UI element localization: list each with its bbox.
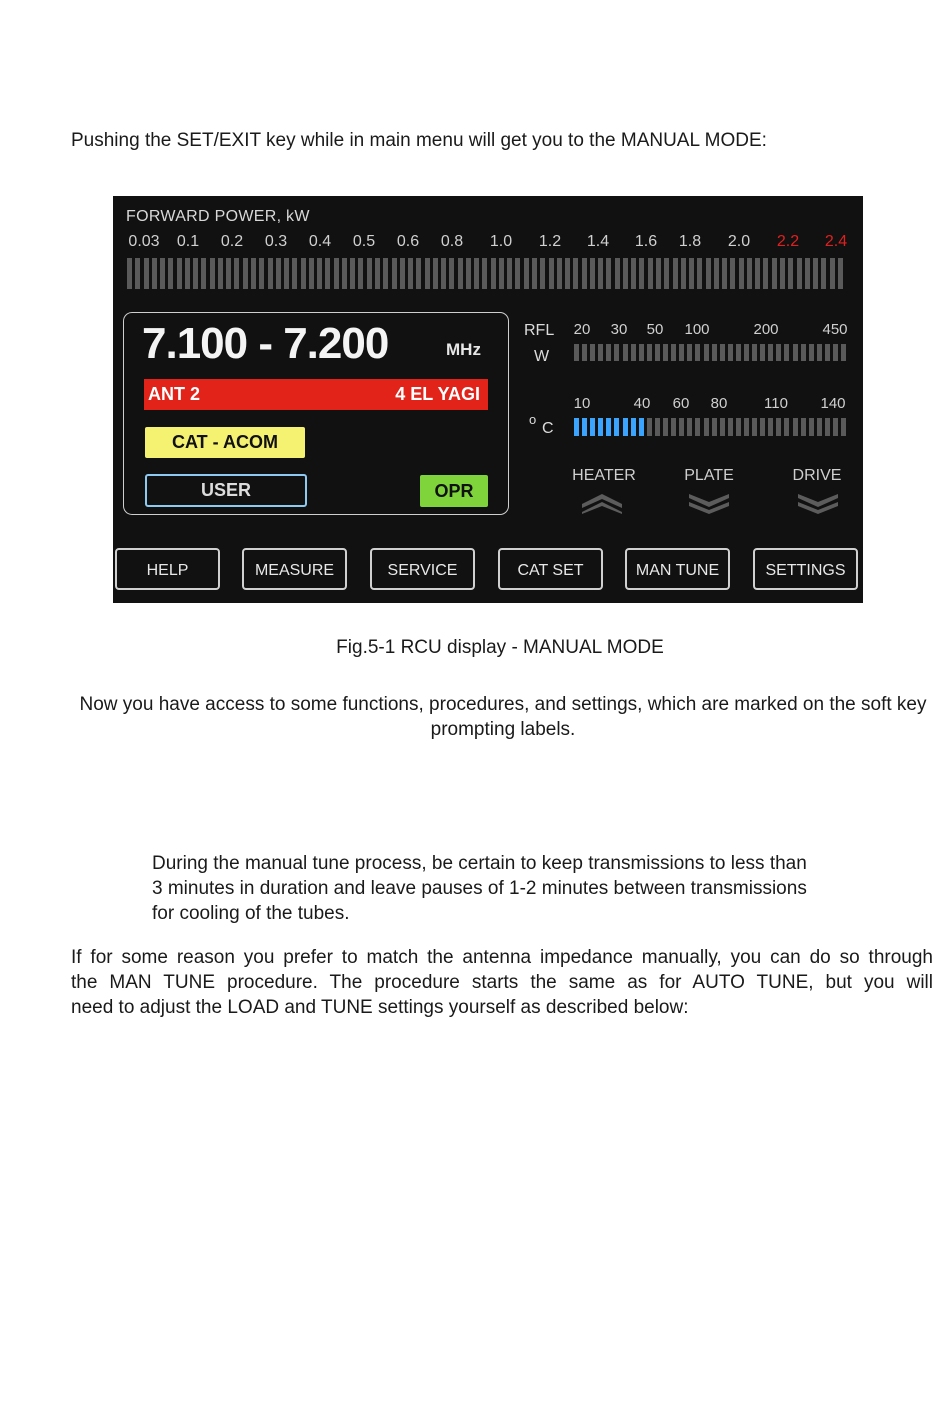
chevron-down-icon[interactable] (689, 492, 729, 514)
reflected-power-bar (574, 344, 849, 361)
man-tune-line: need to adjust the LOAD and TUNE settings yourself as described below: (71, 997, 689, 1018)
forward-power-segment (524, 258, 529, 289)
reflected-power-segment (736, 344, 741, 361)
drive-label: DRIVE (792, 467, 842, 484)
temperature-segment (760, 418, 765, 436)
forward-power-segment (243, 258, 248, 289)
forward-power-segment (367, 258, 372, 289)
forward-power-segment (681, 258, 686, 289)
temperature-segment (752, 418, 757, 436)
forward-power-segment (210, 258, 215, 289)
forward-power-segment (631, 258, 636, 289)
cat-set-softkey[interactable]: CAT SET (498, 548, 603, 590)
forward-power-segment (400, 258, 405, 289)
reflected-power-segment (695, 344, 700, 361)
forward-power-segment (234, 258, 239, 289)
forward-power-segment (515, 258, 520, 289)
forward-power-segment (317, 258, 322, 289)
temperature-segment (841, 418, 846, 436)
forward-power-segment (350, 258, 355, 289)
antenna-description: 4 EL YAGI (395, 384, 480, 404)
forward-power-segment (375, 258, 380, 289)
reflected-power-segment (728, 344, 733, 361)
man-tune-line: If for some reason you prefer to match the antenna impedance manually, you can do so through (71, 947, 933, 968)
forward-power-segment (301, 258, 306, 289)
forward-power-segment (177, 258, 182, 289)
temperature-segment (776, 418, 781, 436)
forward-power-segment (763, 258, 768, 289)
reflected-power-segment (793, 344, 798, 361)
forward-power-segment (226, 258, 231, 289)
forward-power-segment (573, 258, 578, 289)
reflected-power-tick-label: 200 (753, 321, 779, 338)
forward-power-segment (135, 258, 140, 289)
main-status-panel (123, 312, 509, 515)
forward-power-segment (499, 258, 504, 289)
reflected-power-segment (768, 344, 773, 361)
forward-power-segment (416, 258, 421, 289)
temperature-segment (704, 418, 709, 436)
reflected-power-segment (623, 344, 628, 361)
reflected-power-segment (639, 344, 644, 361)
antenna-bar (144, 379, 488, 410)
reflected-power-tick-label: 100 (684, 321, 710, 338)
frequency-unit: MHz (446, 340, 481, 359)
measure-softkey[interactable]: MEASURE (242, 548, 347, 590)
temperature-tick-label: 80 (710, 395, 728, 412)
forward-power-segment (706, 258, 711, 289)
reflected-power-segment (720, 344, 725, 361)
forward-power-segment (441, 258, 446, 289)
forward-power-segment (813, 258, 818, 289)
reflected-power-segment (574, 344, 579, 361)
forward-power-segment (466, 258, 471, 289)
forward-power-tick-label: 1.0 (489, 233, 513, 250)
forward-power-segment (830, 258, 835, 289)
forward-power-segment (664, 258, 669, 289)
forward-power-tick-label: 2.4 (824, 233, 848, 250)
reflected-power-segment (776, 344, 781, 361)
forward-power-segment (458, 258, 463, 289)
reflected-power-segment (801, 344, 806, 361)
forward-power-segment (284, 258, 289, 289)
forward-power-segment (590, 258, 595, 289)
forward-power-segment (656, 258, 661, 289)
forward-power-tick-label: 1.4 (586, 233, 610, 250)
settings-softkey[interactable]: SETTINGS (753, 548, 858, 590)
forward-power-segment (309, 258, 314, 289)
figure-caption: Fig.5-1 RCU display - MANUAL MODE (336, 637, 664, 658)
temperature-segment (768, 418, 773, 436)
chevron-down-icon[interactable] (798, 492, 838, 514)
forward-power-segment (292, 258, 297, 289)
forward-power-segment (160, 258, 165, 289)
reflected-power-segment (760, 344, 765, 361)
reflected-power-tick-label: 450 (822, 321, 848, 338)
forward-power-title: FORWARD POWER, kW (126, 208, 310, 225)
temperature-segment (793, 418, 798, 436)
forward-power-segment (334, 258, 339, 289)
temperature-segment (623, 418, 628, 436)
temperature-segment (712, 418, 717, 436)
temperature-tick-label: 110 (764, 395, 788, 412)
forward-power-segment (392, 258, 397, 289)
temperature-segment (574, 418, 579, 436)
forward-power-segment (251, 258, 256, 289)
temperature-segment (590, 418, 595, 436)
forward-power-segment (697, 258, 702, 289)
temperature-segment (736, 418, 741, 436)
forward-power-tick-label: 0.03 (128, 233, 160, 250)
forward-power-segment (549, 258, 554, 289)
forward-power-segment (358, 258, 363, 289)
warning-line: During the manual tune process, be certain to keep transmissions to less than (152, 853, 807, 874)
reflected-power-segment (841, 344, 846, 361)
reflected-power-segment (655, 344, 660, 361)
forward-power-segment (532, 258, 537, 289)
temperature-segment (614, 418, 619, 436)
man-tune-line: the MAN TUNE procedure. The procedure starts the same as for AUTO TUNE, but you will (71, 972, 933, 993)
temperature-segment (679, 418, 684, 436)
temperature-tick-label: 140 (820, 395, 846, 412)
forward-power-segment (772, 258, 777, 289)
warning-paragraph (152, 851, 872, 926)
man-tune-softkey[interactable]: MAN TUNE (625, 548, 730, 590)
forward-power-tick-label: 0.2 (220, 233, 244, 250)
forward-power-segment (193, 258, 198, 289)
reflected-power-unit: W (534, 348, 550, 365)
forward-power-segment (127, 258, 132, 289)
forward-power-tick-label: 0.8 (440, 233, 464, 250)
intro-paragraph: Pushing the SET/EXIT key while in main menu will get you to the MANUAL MODE: (71, 130, 767, 151)
help-softkey[interactable]: HELP (115, 548, 220, 590)
reflected-power-segment (712, 344, 717, 361)
temperature-segment (784, 418, 789, 436)
temperature-segment (801, 418, 806, 436)
reflected-power-segment (817, 344, 822, 361)
reflected-power-segment (598, 344, 603, 361)
reflected-power-tick-label: 20 (573, 321, 591, 338)
forward-power-segment (144, 258, 149, 289)
reflected-power-segment (647, 344, 652, 361)
forward-power-segment (540, 258, 545, 289)
forward-power-tick-label: 1.8 (678, 233, 702, 250)
forward-power-segment (565, 258, 570, 289)
forward-power-tick-label: 1.6 (634, 233, 658, 250)
man-tune-paragraph (71, 945, 933, 1020)
forward-power-segment (268, 258, 273, 289)
forward-power-tick-label: 0.6 (396, 233, 420, 250)
forward-power-segment (805, 258, 810, 289)
forward-power-segment (673, 258, 678, 289)
temperature-segment (606, 418, 611, 436)
temperature-segment (809, 418, 814, 436)
reflected-power-segment (784, 344, 789, 361)
forward-power-tick-label: 1.2 (538, 233, 562, 250)
temperature-tick-label: 40 (633, 395, 651, 412)
rcu-display (113, 196, 863, 603)
service-softkey[interactable]: SERVICE (370, 548, 475, 590)
reflected-power-tick-label: 30 (610, 321, 628, 338)
temperature-segment (671, 418, 676, 436)
plate-label: PLATE (684, 467, 734, 484)
reflected-power-label: RFL (524, 322, 555, 339)
temperature-segment (582, 418, 587, 436)
reflected-power-segment (679, 344, 684, 361)
temperature-segment (687, 418, 692, 436)
forward-power-segment (730, 258, 735, 289)
forward-power-segment (615, 258, 620, 289)
forward-power-segment (739, 258, 744, 289)
forward-power-segment (623, 258, 628, 289)
forward-power-segment (325, 258, 330, 289)
forward-power-segment (449, 258, 454, 289)
forward-power-segment (755, 258, 760, 289)
forward-power-tick-label: 2.0 (727, 233, 751, 250)
frequency-range: 7.100 - 7.200 (142, 319, 389, 368)
heater-label: HEATER (572, 467, 636, 484)
reflected-power-segment (825, 344, 830, 361)
forward-power-segment (648, 258, 653, 289)
forward-power-segment (689, 258, 694, 289)
forward-power-segment (598, 258, 603, 289)
reflected-power-segment (631, 344, 636, 361)
reflected-power-segment (606, 344, 611, 361)
temperature-degree-symbol: o (529, 412, 537, 427)
reflected-power-segment (833, 344, 838, 361)
forward-power-tick-label: 0.5 (352, 233, 376, 250)
temperature-segment (663, 418, 668, 436)
forward-power-segment (474, 258, 479, 289)
forward-power-segment (152, 258, 157, 289)
forward-power-segment (433, 258, 438, 289)
reflected-power-segment (752, 344, 757, 361)
forward-power-tick-label: 0.1 (176, 233, 200, 250)
temperature-tick-label: 60 (672, 395, 690, 412)
temperature-segment (720, 418, 725, 436)
forward-power-segment (482, 258, 487, 289)
warning-line: 3 minutes in duration and leave pauses of 1-2 minutes between transmissions (152, 878, 807, 899)
forward-power-segment (425, 258, 430, 289)
temperature-tick-label: 10 (573, 395, 591, 412)
forward-power-segment (788, 258, 793, 289)
operate-status-badge: OPR (420, 475, 488, 507)
forward-power-segment (383, 258, 388, 289)
chevron-up-icon[interactable] (582, 492, 622, 514)
forward-power-segment (582, 258, 587, 289)
reflected-power-tick-label: 50 (646, 321, 664, 338)
antenna-name: ANT 2 (148, 384, 201, 404)
forward-power-segment (168, 258, 173, 289)
forward-power-tick-label: 2.2 (776, 233, 800, 250)
forward-power-segment (722, 258, 727, 289)
forward-power-segment (747, 258, 752, 289)
forward-power-tick-label: 0.4 (308, 233, 332, 250)
reflected-power-segment (687, 344, 692, 361)
user-badge: USER (145, 474, 307, 507)
reflected-power-segment (614, 344, 619, 361)
temperature-segment (728, 418, 733, 436)
forward-power-segment (821, 258, 826, 289)
temperature-segment (598, 418, 603, 436)
reflected-power-segment (663, 344, 668, 361)
temperature-segment (639, 418, 644, 436)
cat-status-badge: CAT - ACOM (145, 427, 305, 458)
forward-power-segment (259, 258, 264, 289)
forward-power-tick-label: 0.3 (264, 233, 288, 250)
forward-power-segment (342, 258, 347, 289)
temperature-segment (817, 418, 822, 436)
temperature-segment (695, 418, 700, 436)
forward-power-segment (606, 258, 611, 289)
forward-power-segment (507, 258, 512, 289)
forward-power-segment (491, 258, 496, 289)
access-paragraph: Now you have access to some functions, procedures, and settings, which are marked on the soft key prompting labels. (79, 694, 927, 740)
temperature-segment (631, 418, 636, 436)
forward-power-segment (780, 258, 785, 289)
temperature-unit: C (542, 420, 554, 437)
temperature-segment (833, 418, 838, 436)
forward-power-segment (639, 258, 644, 289)
reflected-power-segment (704, 344, 709, 361)
reflected-power-segment (671, 344, 676, 361)
warning-line: for cooling of the tubes. (152, 903, 350, 924)
reflected-power-segment (590, 344, 595, 361)
temperature-segment (825, 418, 830, 436)
forward-power-segment (557, 258, 562, 289)
forward-power-segment (201, 258, 206, 289)
temperature-bar (574, 418, 849, 436)
reflected-power-segment (744, 344, 749, 361)
forward-power-segment (714, 258, 719, 289)
temperature-segment (647, 418, 652, 436)
forward-power-segment (838, 258, 843, 289)
forward-power-segment (218, 258, 223, 289)
reflected-power-segment (809, 344, 814, 361)
forward-power-segment (185, 258, 190, 289)
forward-power-segment (797, 258, 802, 289)
forward-power-segment (276, 258, 281, 289)
forward-power-bar (127, 258, 846, 289)
temperature-segment (744, 418, 749, 436)
temperature-segment (655, 418, 660, 436)
reflected-power-segment (582, 344, 587, 361)
forward-power-segment (408, 258, 413, 289)
